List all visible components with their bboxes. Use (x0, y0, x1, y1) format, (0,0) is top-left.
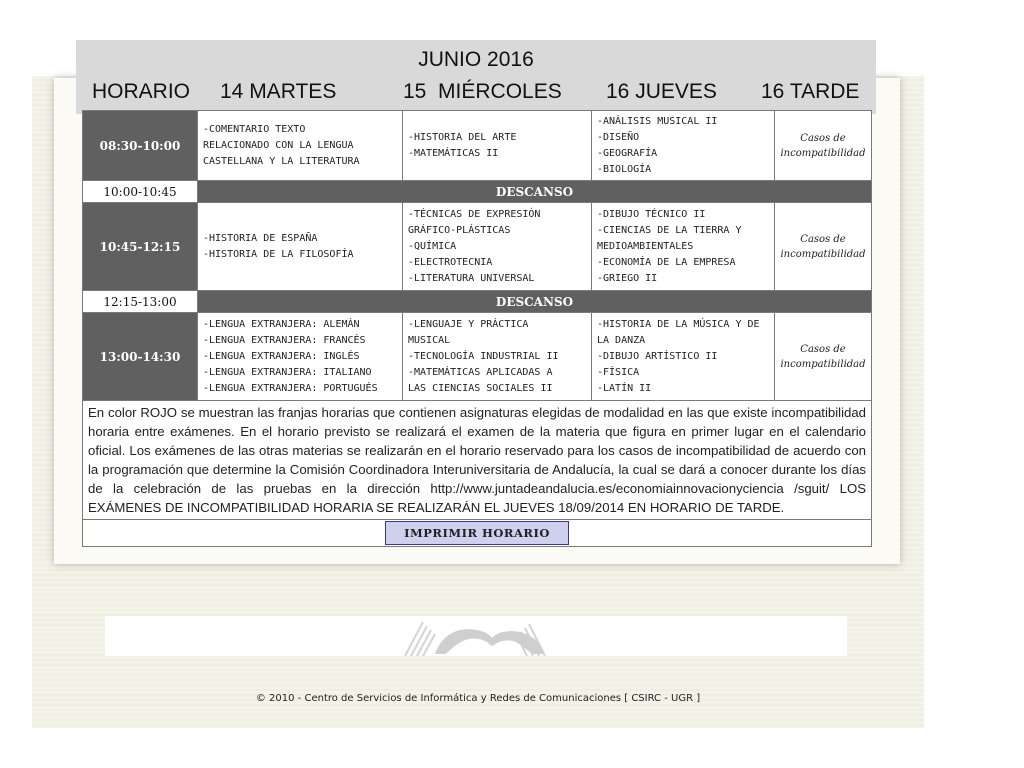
header-miercoles: 15 MIÉRCOLES (403, 80, 562, 103)
table-row (83, 401, 872, 520)
time-slot: 10:45-12:15 (83, 203, 198, 291)
incompatibility-label: Casos de (800, 233, 846, 245)
time-slot: 10:00-10:45 (83, 181, 198, 203)
subject: -HISTORIA DE ESPAÑA (203, 232, 318, 244)
incompatibility-label: incompatibilidad (780, 358, 866, 370)
subject: -BIOLOGÍA (597, 163, 652, 175)
subject: -QUÍMICA (408, 240, 457, 252)
header-jueves: 16 JUEVES (606, 80, 717, 103)
incompatibility-note: En color ROJO se muestran las franjas horarias que contienen asignaturas elegidas de modalidad en las que existe incompatibilidad horaria entre exámenes. En el horario previsto se realizará el examen de la materia que figura en primer lugar en el calendario oficial. Los exámenes de las otras materias se realizarán en el horario reservado para los casos de incompatibilidad de acuerdo con la programación que determine la Comisión Coordinadora Interuniversitaria de Andalucía, la cual se dará a conocer durante los días de la celebración de las pruebas en la dirección http://www.juntadeandalucia.es/economiainnovacionyciencia /sguit/ LOS EXÁMENES DE INCOMPATIBILIDAD HORARIA SE REALIZARÁN EL JUEVES 18/09/2014 EN HORARIO DE TARDE. (83, 401, 872, 520)
subject: -ELECTROTECNIA (408, 256, 493, 268)
cell-jueves (592, 313, 775, 401)
cell-martes (198, 313, 403, 401)
cell-miercoles (403, 313, 592, 401)
subject: MEDIOAMBIENTALES (597, 240, 694, 252)
subject: -DIBUJO TÉCNICO II (597, 208, 706, 220)
subject: LAS CIENCIAS SOCIALES II (408, 382, 553, 394)
time-slot: 08:30-10:00 (83, 111, 198, 181)
table-row (83, 203, 872, 291)
subject: -LENGUA EXTRANJERA: ALEMÁN (203, 318, 360, 330)
subject: GRÁFICO-PLÁSTICAS (408, 224, 511, 236)
table-row (83, 181, 872, 203)
table-row (83, 313, 872, 401)
subject: -LENGUAJE Y PRÁCTICA (408, 318, 529, 330)
table-row (83, 291, 872, 313)
subject: -FÍSICA (597, 366, 640, 378)
subject: LA DANZA (597, 334, 646, 346)
cell-miercoles (403, 203, 592, 291)
subject: -LITERATURA UNIVERSAL (408, 272, 535, 284)
cell-jueves (592, 111, 775, 181)
incompatibility-label: incompatibilidad (780, 248, 866, 260)
break-cell: DESCANSO (198, 181, 872, 203)
subject: -ANÁLISIS MUSICAL II (597, 115, 718, 127)
time-slot: 13:00-14:30 (83, 313, 198, 401)
table-row (83, 111, 872, 181)
schedule-header (76, 40, 876, 114)
header-horario: HORARIO (92, 80, 191, 103)
subject: -DISEÑO (597, 131, 640, 143)
subject: -COMENTARIO TEXTO (203, 123, 306, 135)
subject: -LENGUA EXTRANJERA: INGLÉS (203, 350, 360, 362)
cell-tarde (775, 203, 872, 291)
incompatibility-label: Casos de (800, 343, 846, 355)
subject: -HISTORIA DE LA FILOSOFÍA (203, 248, 354, 260)
time-slot: 12:15-13:00 (83, 291, 198, 313)
subject: -DIBUJO ARTÍSTICO II (597, 350, 718, 362)
subject: -TECNOLOGÍA INDUSTRIAL II (408, 350, 559, 362)
table-row (83, 520, 872, 547)
subject: RELACIONADO CON LA LENGUA (203, 139, 354, 151)
print-schedule-button[interactable]: IMPRIMIR HORARIO (385, 521, 569, 545)
subject: -LENGUA EXTRANJERA: FRANCÉS (203, 334, 366, 346)
footer-copyright: © 2010 - Centro de Servicios de Informática y Redes de Comunicaciones [ CSIRC - UGR ] (255, 693, 701, 704)
subject: -LATÍN II (597, 382, 652, 394)
print-cell (83, 520, 872, 547)
exam-schedule-table (82, 110, 872, 547)
cell-tarde (775, 111, 872, 181)
break-cell: DESCANSO (198, 291, 872, 313)
subject: -LENGUA EXTRANJERA: PORTUGUÉS (203, 382, 378, 394)
subject: -ECONOMÍA DE LA EMPRESA (597, 256, 736, 268)
incompatibility-label: incompatibilidad (780, 147, 866, 159)
header-martes: 14 MARTES (220, 80, 337, 103)
subject: -MATEMÁTICAS APLICADAS A (408, 366, 553, 378)
cell-martes (198, 203, 403, 291)
cell-miercoles (403, 111, 592, 181)
header-tarde: 16 TARDE (761, 80, 860, 103)
subject: -GRIEGO II (597, 272, 658, 284)
subject: -HISTORIA DE LA MÚSICA Y DE (597, 318, 760, 330)
ugr-banner (105, 616, 847, 656)
subject: CASTELLANA Y LA LITERATURA (203, 155, 360, 167)
ugr-crest-watermark (105, 616, 847, 656)
subject: -LENGUA EXTRANJERA: ITALIANO (203, 366, 372, 378)
subject: -GEOGRAFÍA (597, 147, 658, 159)
cell-tarde (775, 313, 872, 401)
cell-jueves (592, 203, 775, 291)
incompatibility-label: Casos de (800, 132, 846, 144)
subject: -CIENCIAS DE LA TIERRA Y (597, 224, 742, 236)
subject: -HISTORIA DEL ARTE (408, 131, 517, 143)
subject: MUSICAL (408, 334, 451, 346)
subject: -MATEMÁTICAS II (408, 147, 499, 159)
cell-martes (198, 111, 403, 181)
subject: -TÉCNICAS DE EXPRESIÓN (408, 208, 541, 220)
month-title: JUNIO 2016 (418, 48, 534, 71)
